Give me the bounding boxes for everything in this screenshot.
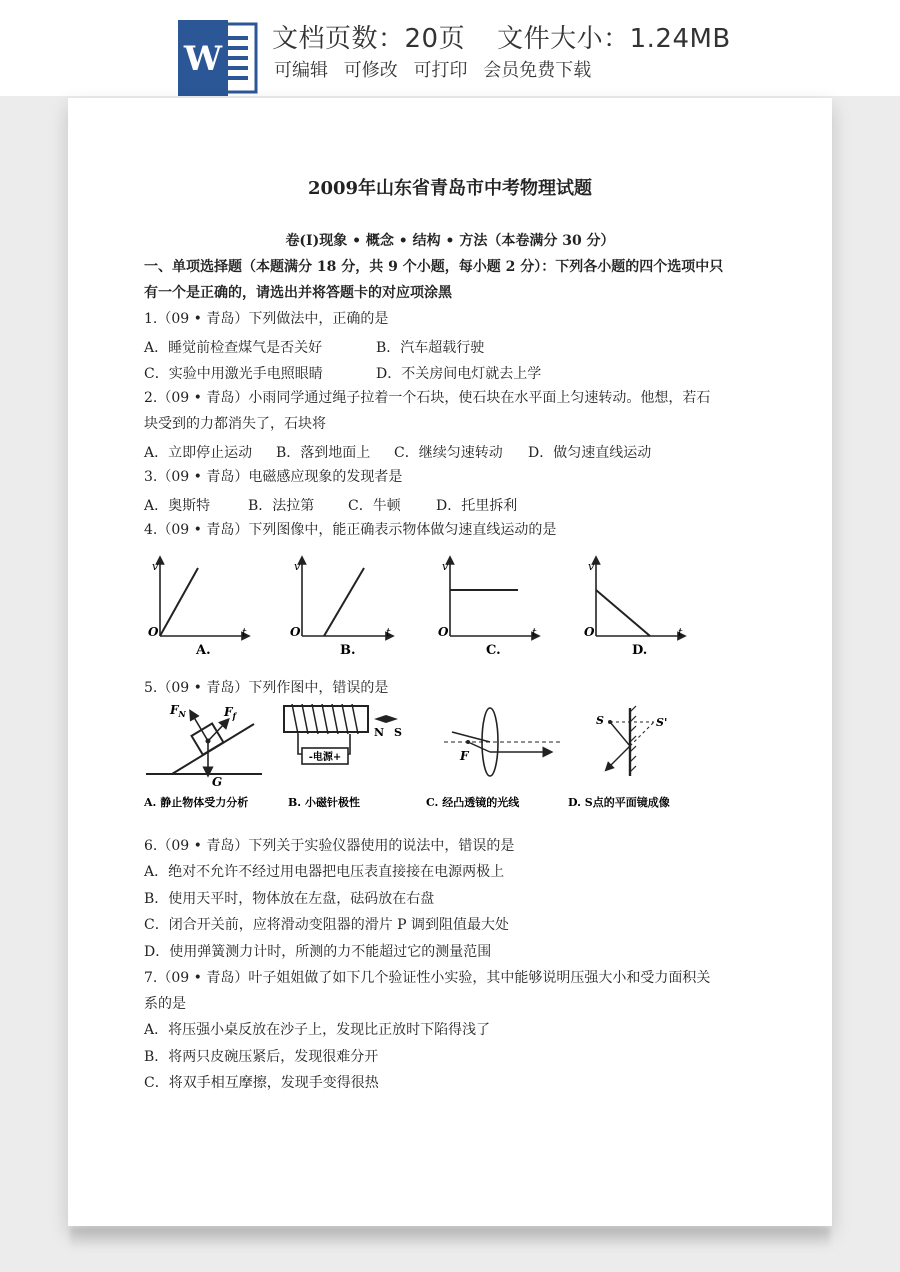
document-info [272,18,763,55]
q7-option-b: B．将两只皮碗压紧后，发现很难分开 [144,1049,379,1065]
file-size: 文件大小：1.24MB [497,24,731,54]
graph-d-t: t [678,626,683,639]
fig-d-s2-label: S' [656,716,668,729]
fig-c-f-label: F [460,749,469,763]
q6-option-a: A．绝对不允许不经过用电器把电压表直接接在电源两极上 [144,864,505,880]
section-heading: 卷(I)现象 • 概念 • 结构 • 方法（本卷满分 30 分） [285,233,615,249]
question-7-line1: 7.（09 • 青岛）叶子姐姐做了如下几个验证性小实验，其中能够说明压强大小和受力面积关 [144,970,711,986]
q3-option-c: C．牛顿 [348,498,401,514]
q2-option-a: A．立即停止运动 [144,445,253,461]
graph-d-v: v [588,560,595,573]
graph-d-o: O [584,625,595,639]
q2-option-c: C．继续匀速转动 [394,445,503,461]
q7-option-c: C．将双手相互摩擦，发现手变得很热 [144,1075,379,1091]
svg-text:W: W [183,39,223,79]
q2-option-d: D．做匀速直线运动 [528,445,652,461]
q6-option-c: C．闭合开关前，应将滑动变阻器的滑片 P 调到阻值最大处 [144,917,510,933]
graph-c-o: O [438,625,449,639]
graph-c-t: t [532,626,537,639]
graph-b-label: B. [340,643,356,658]
graph-b-t: t [386,626,391,639]
feature-member-download: 会员免费下载 [483,60,592,81]
q3-option-a: A．奥斯特 [144,498,211,514]
feature-printable: 可打印 [413,60,468,81]
word-document-icon [178,20,258,96]
feature-modifiable: 可修改 [343,60,398,81]
feature-editable: 可编辑 [274,60,328,81]
graph-a-v: v [152,560,159,573]
page-count: 文档页数：20页 [272,24,466,54]
fig-a-fn-label: $F_N$ [170,704,186,719]
header-banner [0,0,900,96]
graph-c-v: v [442,560,449,573]
graph-b-v: v [294,560,301,573]
q3-option-b: B．法拉第 [248,498,315,514]
q5-figures [142,704,722,820]
q1-option-d: D．不关房间电灯就去上学 [376,366,542,382]
graph-a-label: A. [196,643,211,658]
part-instructions-line1: 一、单项选择题（本题满分 18 分，共 9 个小题，每小题 2 分）：下列各小题的四个选项中只 [144,259,724,275]
q1-option-a: A．睡觉前检查煤气是否关好 [144,340,323,356]
graph-d-label: D. [632,643,648,658]
fig-c-lens [444,708,560,776]
graph-b [290,560,391,658]
graph-d [584,560,683,658]
fig-a-ff-label: $F_f$ [224,705,236,721]
question-6: 6.（09 • 青岛）下列关于实验仪器使用的说法中，错误的是 [144,838,515,854]
fig-b-power-label: -电源+ [308,752,342,763]
q6-option-b: B．使用天平时，物体放在左盘，砝码放在右盘 [144,891,435,907]
fig-b-solenoid [284,704,402,764]
fig-b-caption: B. 小磁针极性 [288,796,360,809]
question-2-line1: 2.（09 • 青岛）小雨同学通过绳子拉着一个石块，使石块在水平面上匀速转动。他想，若石 [144,390,711,406]
document-page [68,98,832,1226]
question-5: 5.（09 • 青岛）下列作图中，错误的是 [144,680,389,696]
q6-option-d: D．使用弹簧测力计时，所测的力不能超过它的测量范围 [144,944,492,960]
graph-c-label: C. [486,643,501,658]
graph-a-o: O [148,625,159,639]
question-3: 3.（09 • 青岛）电磁感应现象的发现者是 [144,469,403,485]
q2-option-b: B．落到地面上 [276,445,371,461]
page-shadow [70,1228,830,1250]
q7-option-a: A．将压强小桌反放在沙子上，发现比正放时下陷得浅了 [144,1022,491,1038]
fig-d-mirror [596,706,667,776]
part-instructions-line2: 有一个是正确的，请选出并将答题卡的对应项涂黑 [144,285,452,301]
fig-b-n-label: N [374,726,385,739]
fig-b-s-label: S [394,726,402,739]
question-2-line2: 块受到的力都消失了，石块将 [144,416,326,432]
q1-option-b: B．汽车超载行驶 [376,340,485,356]
fig-d-caption: D. S点的平面镜成像 [568,796,670,809]
q4-graphs [138,554,698,662]
feature-list [274,56,601,82]
graph-c [438,560,537,658]
fig-d-s-label: S [596,714,604,727]
question-7-line2: 系的是 [144,996,186,1012]
question-4: 4.（09 • 青岛）下列图像中，能正确表示物体做匀速直线运动的是 [144,522,557,538]
fig-c-caption: C. 经凸透镜的光线 [426,796,520,809]
fig-a-caption: A. 静止物体受力分析 [144,796,249,809]
fig-a-incline [146,704,262,789]
fig-a-g-label: G [212,775,223,789]
graph-a-t: t [242,626,247,639]
q1-option-c: C．实验中用激光手电照眼睛 [144,366,323,382]
graph-b-o: O [290,625,301,639]
page-title: 2009年山东省青岛市中考物理试题 [307,178,593,199]
question-1: 1.（09 • 青岛）下列做法中，正确的是 [144,311,389,327]
graph-a [148,560,247,658]
q3-option-d: D．托里拆利 [436,498,518,514]
